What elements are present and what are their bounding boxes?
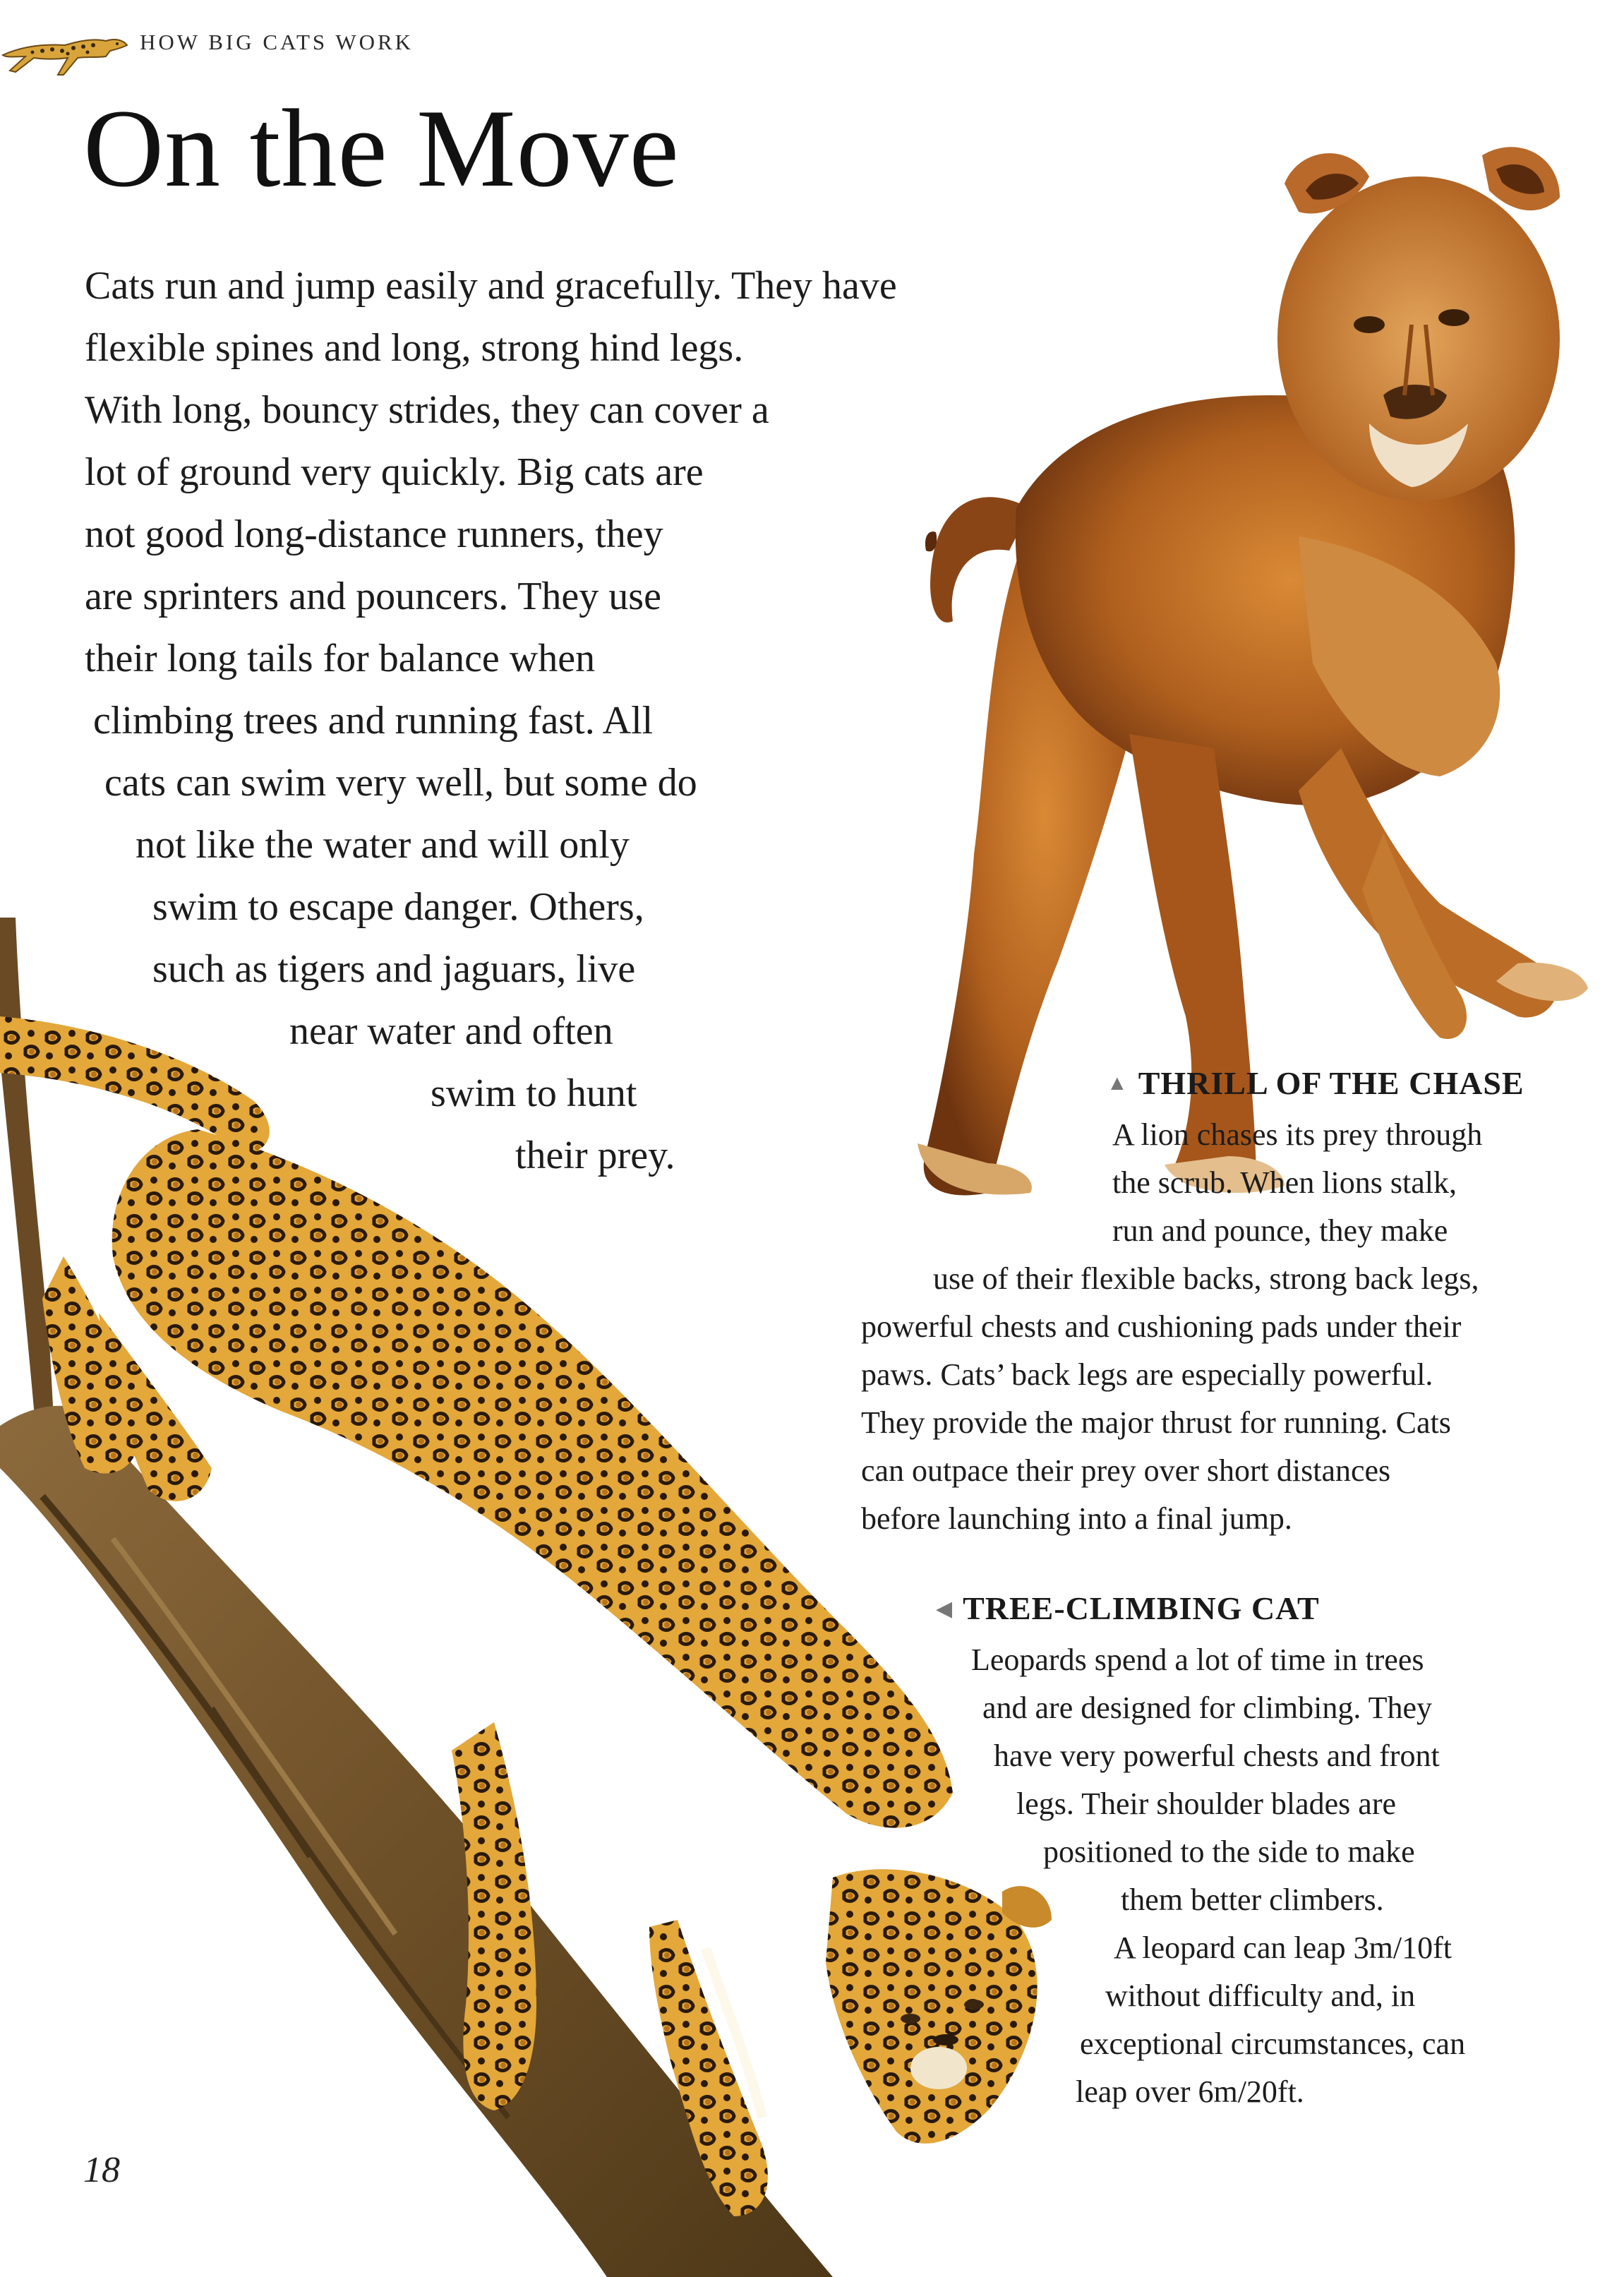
caption-line: have very powerful chests and front	[994, 1738, 1440, 1773]
caption-line: before launching into a final jump.	[861, 1501, 1292, 1536]
intro-line: near water and often	[289, 1009, 613, 1053]
intro-line: not good long-distance runners, they	[85, 512, 663, 556]
caption-heading	[936, 1590, 1320, 1627]
caption-line: them better climbers.	[1121, 1882, 1384, 1917]
intro-line: swim to escape danger. Others,	[152, 885, 644, 929]
intro-line: cats can swim very well, but some do	[104, 761, 697, 805]
triangle-up-icon: ▲	[1107, 1071, 1129, 1095]
intro-line: lot of ground very quickly. Big cats are	[85, 450, 704, 494]
caption-line: use of their flexible backs, strong back legs,	[933, 1261, 1479, 1296]
caption-line: exceptional circumstances, can	[1080, 2026, 1466, 2061]
caption-line: and are designed for climbing. They	[982, 1690, 1432, 1725]
intro-line: flexible spines and long, strong hind legs.	[85, 326, 744, 370]
intro-line: With long, bouncy strides, they can cover a	[85, 388, 769, 432]
running-head: HOW BIG CATS WORK	[140, 30, 414, 54]
intro-line: their long tails for balance when	[85, 637, 596, 680]
caption-line: Leopards spend a lot of time in trees	[971, 1642, 1424, 1677]
caption-line: positioned to the side to make	[1043, 1834, 1415, 1869]
caption-heading	[1107, 1064, 1524, 1102]
running-cheetah-icon	[0, 13, 131, 90]
caption-line: leap over 6m/20ft.	[1076, 2074, 1304, 2109]
caption-line: powerful chests and cushioning pads under their	[861, 1309, 1462, 1344]
caption-line: They provide the major thrust for running. Cats	[861, 1405, 1451, 1440]
intro-line: such as tigers and jaguars, live	[152, 947, 636, 991]
caption-heading-text: THRILL OF THE CHASE	[1138, 1065, 1524, 1101]
intro-line: not like the water and will only	[136, 823, 630, 867]
caption-line: run and pounce, they make	[1112, 1213, 1448, 1248]
caption-heading-text: TREE-CLIMBING CAT	[963, 1590, 1320, 1626]
caption-line: without difficulty and, in	[1105, 1978, 1416, 2013]
intro-line: are sprinters and pouncers. They use	[85, 575, 661, 618]
intro-line: climbing trees and running fast. All	[93, 699, 654, 743]
triangle-left-icon: ◀	[936, 1597, 954, 1621]
intro-line: swim to hunt	[431, 1071, 637, 1115]
caption-line: paws. Cats’ back legs are especially powerful.	[861, 1357, 1433, 1392]
page-title: On the Move	[83, 87, 680, 210]
intro-line: Cats run and jump easily and gracefully. They have	[85, 264, 897, 308]
intro-line: their prey.	[515, 1134, 675, 1177]
caption-line: legs. Their shoulder blades are	[1016, 1786, 1397, 1821]
caption-line: the scrub. When lions stalk,	[1112, 1165, 1457, 1200]
caption-line: A lion chases its prey through	[1112, 1117, 1483, 1152]
page-number: 18	[83, 2150, 120, 2190]
caption-line: can outpace their prey over short distances	[861, 1453, 1391, 1488]
caption-line: A leopard can leap 3m/10ft	[1114, 1930, 1452, 1965]
